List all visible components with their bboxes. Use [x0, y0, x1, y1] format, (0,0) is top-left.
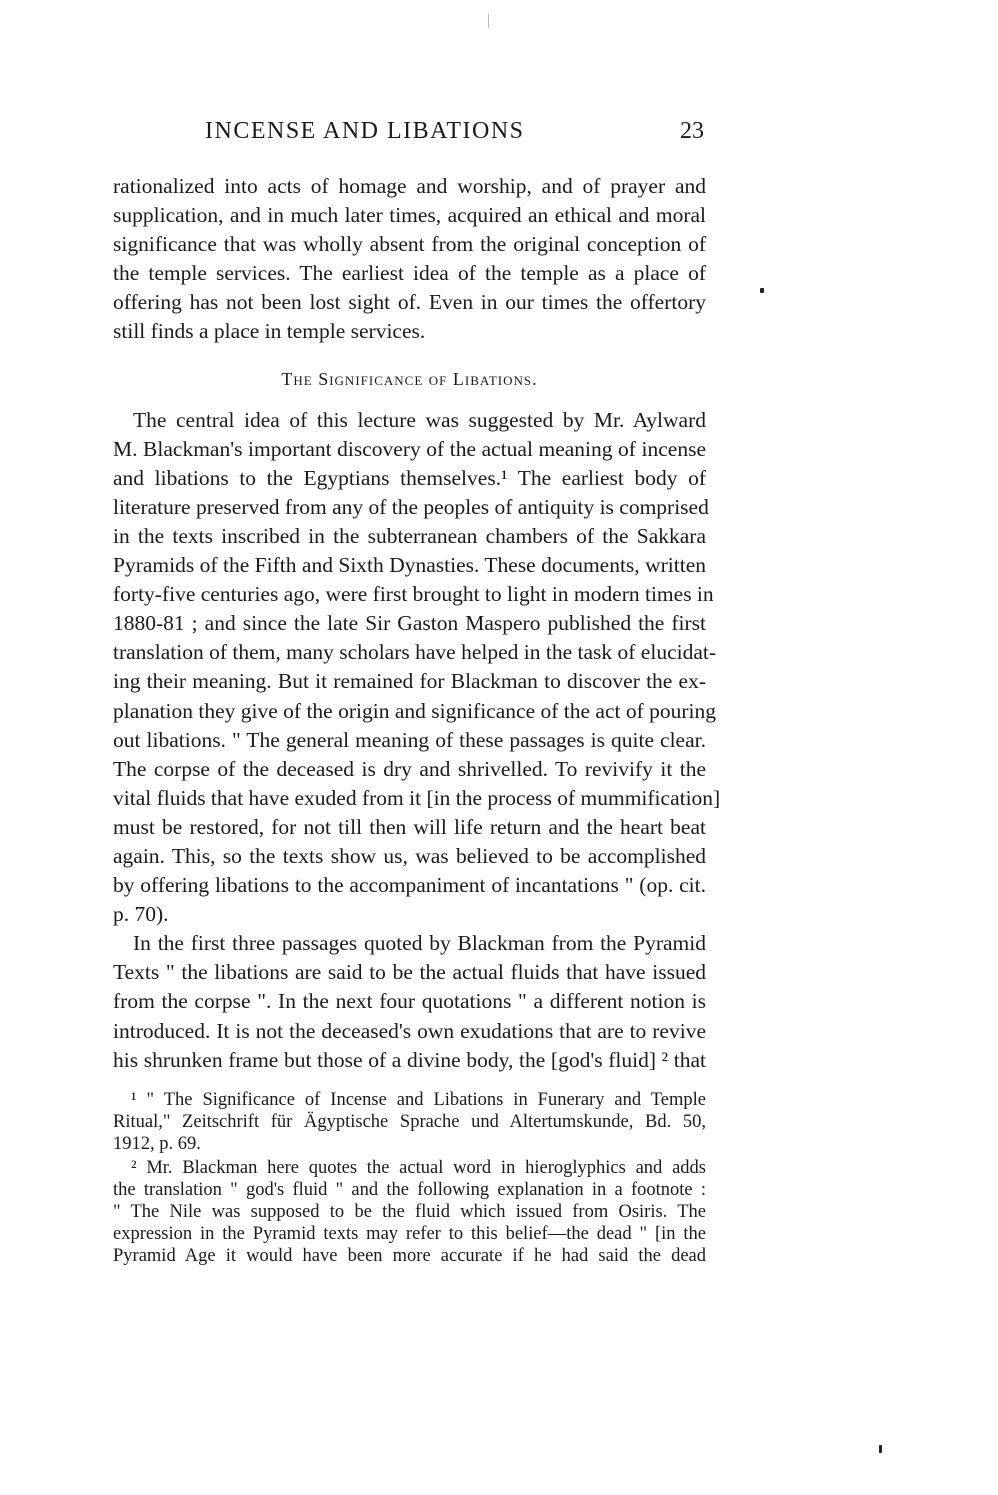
text-line: Pyramids of the Fifth and Sixth Dynasties. These documents, written	[113, 553, 706, 578]
scan-speck-margin	[760, 288, 764, 293]
footnotes	[113, 1089, 706, 1267]
running-head-title: INCENSE AND LIBATIONS	[205, 118, 525, 144]
text-line: p. 70).	[113, 902, 169, 927]
scan-speck-bottom	[879, 1445, 882, 1453]
footnote-line: ² Mr. Blackman here quotes the actual word in hieroglyphics and adds	[131, 1157, 706, 1178]
footnote-1	[113, 1089, 706, 1155]
text-line: 1880-81 ; and since the late Sir Gaston Maspero published the first	[113, 611, 706, 636]
text-line: forty-five centuries ago, were first brought to light in modern times in	[113, 582, 714, 607]
text-line: translation of them, many scholars have helped in the task of elucidat-	[113, 640, 717, 665]
text-line: In the first three passages quoted by Blackman from the Pyramid	[133, 931, 706, 956]
page-number: 23	[680, 118, 704, 144]
text-line: supplication, and in much later times, acquired an ethical and moral	[113, 203, 706, 228]
paragraph-significance	[113, 406, 721, 930]
text-line: from the corpse ". In the next four quotations " a different notion is	[113, 989, 706, 1014]
footnote-line: Ritual," Zeitschrift für Ägyptische Sprache und Altertumskunde, Bd. 50,	[113, 1111, 706, 1132]
footnote-line: the translation " god's fluid " and the following explanation in a footnote :	[113, 1179, 706, 1200]
text-line: rationalized into acts of homage and worship, and of prayer and	[113, 174, 706, 198]
text-line: literature preserved from any of the peoples of antiquity is comprised	[113, 494, 709, 519]
text-line: still finds a place in temple services.	[113, 319, 426, 344]
footnote-line: " The Nile was supposed to be the fluid which issued from Osiris. The	[113, 1201, 706, 1222]
text-line: Texts " the libations are said to be the actual fluids that have issued	[113, 960, 706, 985]
section-heading: The Significance of Libations.	[281, 368, 538, 389]
footnote-line: expression in the Pyramid texts may refer to this belief—the dead " [in the	[113, 1223, 706, 1244]
paragraph-pyramid-texts	[113, 929, 706, 1074]
text-line: out libations. " The general meaning of these passages is quite clear.	[113, 727, 706, 752]
text-line: ing their meaning. But it remained for Blackman to discover the ex-	[113, 669, 706, 694]
footnote-line: 1912, p. 69.	[113, 1133, 201, 1154]
text-line: vital fluids that have exuded from it [in the process of mummification]	[113, 785, 721, 810]
text-line: must be restored, for not till then will life return and the heart beat	[113, 814, 706, 839]
text-line: M. Blackman's important discovery of the actual meaning of incense	[113, 436, 706, 461]
text-line: the temple services. The earliest idea of the temple as a place of	[113, 261, 706, 286]
footnote-line: Pyramid Age it would have been more accurate if he had said the dead	[113, 1245, 706, 1266]
text-line: planation they give of the origin and significance of the act of pouring	[113, 698, 717, 723]
running-head	[113, 118, 706, 150]
text-line: by offering libations to the accompaniment of incantations " (op. cit.	[113, 873, 706, 898]
text-line: in the texts inscribed in the subterranean chambers of the Sakkara	[113, 523, 706, 548]
book-page	[113, 118, 721, 1267]
text-line: introduced. It is not the deceased's own exudations that are to revive	[113, 1018, 706, 1043]
text-line: significance that was wholly absent from the original conception of	[113, 232, 706, 257]
text-line: and libations to the Egyptians themselves.¹ The earliest body of	[113, 465, 706, 490]
scan-mark-top	[488, 14, 489, 28]
text-line: The central idea of this lecture was suggested by Mr. Aylward	[133, 407, 706, 432]
text-line: offering has not been lost sight of. Even in our times the offertory	[113, 290, 706, 315]
footnote-2	[113, 1157, 706, 1267]
text-line: The corpse of the deceased is dry and shrivelled. To revivify it the	[113, 756, 706, 781]
text-line: his shrunken frame but those of a divine body, the [god's fluid] ² that	[113, 1047, 706, 1072]
text-line: again. This, so the texts show us, was believed to be accomplished	[113, 843, 706, 868]
footnote-line: ¹ " The Significance of Incense and Libations in Funerary and Temple	[131, 1089, 706, 1110]
paragraph-continued	[113, 172, 706, 347]
